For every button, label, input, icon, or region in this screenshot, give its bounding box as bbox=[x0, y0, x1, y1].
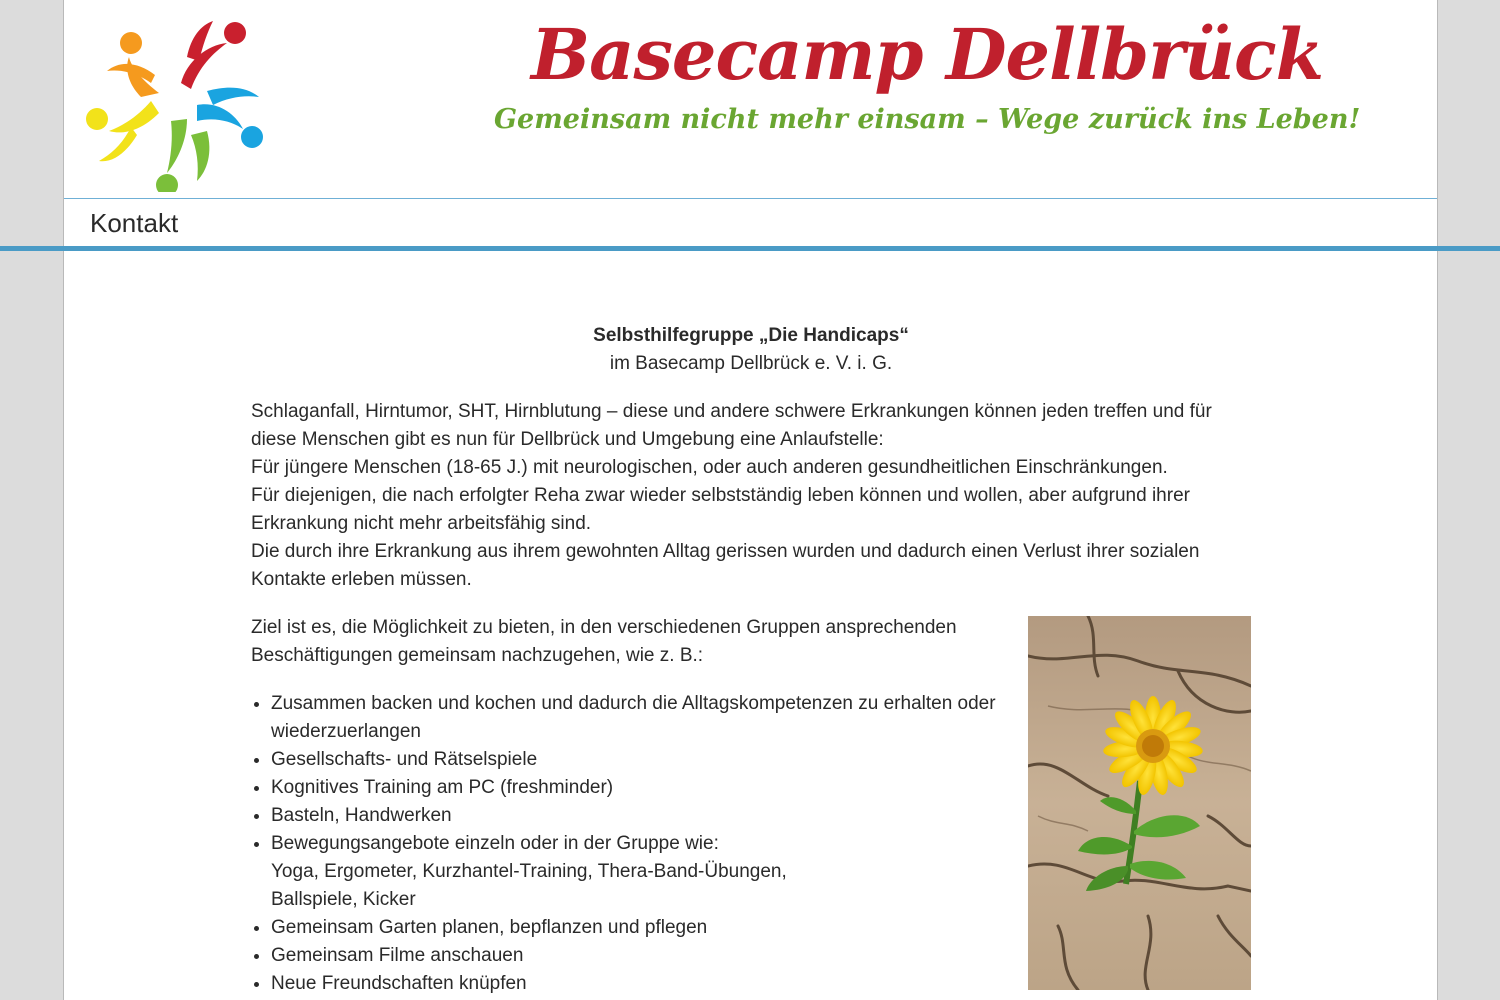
page-container bbox=[63, 0, 1438, 1000]
list-item bbox=[271, 942, 1001, 970]
list-item bbox=[271, 690, 1001, 746]
nav-bottom-divider bbox=[0, 246, 1500, 251]
people-circle-logo-icon[interactable] bbox=[84, 8, 274, 192]
site-title: Basecamp Dellbrück bbox=[531, 13, 1324, 96]
list-item bbox=[271, 914, 1001, 942]
list-item-text: Neue Freundschaften knüpfen bbox=[271, 973, 527, 994]
list-item-text: Yoga, Ergometer, Kurzhantel-Training, Thera-Band-Übungen, bbox=[271, 861, 787, 882]
intro-line: Für jüngere Menschen (18-65 J.) mit neurologischen, oder auch anderen gesundheitlichen Einschränkungen. bbox=[251, 457, 1168, 478]
group-subtitle: im Basecamp Dellbrück e. V. i. G. bbox=[609, 353, 893, 374]
list-item-text: Gemeinsam Filme anschauen bbox=[271, 945, 524, 966]
list-item bbox=[271, 774, 1001, 802]
intro-line: Die durch ihre Erkrankung aus ihrem gewohnten Alltag gerissen wurden und dadurch einen Verlust ihrer sozialen Kontakte erleben müssen. bbox=[251, 541, 1200, 590]
list-item bbox=[271, 746, 1001, 774]
list-item-text: Ballspiele, Kicker bbox=[271, 889, 416, 910]
list-item-text: Gemeinsam Garten planen, bepflanzen und pflegen bbox=[271, 917, 708, 938]
list-item-text: Zusammen backen und kochen und dadurch die Alltagskompetenzen zu erhalten oder wiederzuerlangen bbox=[271, 693, 996, 742]
list-item bbox=[271, 802, 1001, 830]
list-item-text: Basteln, Handwerken bbox=[271, 805, 452, 826]
group-title: Selbsthilfegruppe „Die Handicaps“ bbox=[593, 325, 909, 346]
intro-line: Für diejenigen, die nach erfolgter Reha zwar wieder selbstständig leben können und wollen, aber aufgrund ihrer Erkrankung nicht mehr arbeitsfähig sind. bbox=[251, 485, 1190, 534]
intro-line: Schlaganfall, Hirntumor, SHT, Hirnblutung – diese und andere schwere Erkrankungen können jeden treffen und für diese Menschen gibt es nun für Dellbrück und Umgebung eine Anlaufstelle: bbox=[251, 401, 1212, 450]
list-item-text: Gesellschafts- und Rätselspiele bbox=[271, 749, 538, 770]
intro-paragraph bbox=[251, 398, 1251, 594]
list-item-text: Kognitives Training am PC (freshminder) bbox=[271, 777, 614, 798]
nav-top-divider bbox=[64, 198, 1437, 199]
list-item bbox=[271, 830, 1001, 914]
site-tagline: Gemeinsam nicht mehr einsam – Wege zurück ins Leben! bbox=[494, 104, 1361, 135]
flower-in-dry-earth-photo bbox=[1028, 616, 1251, 990]
list-item-text: Bewegungsangebote einzeln oder in der Gruppe wie: bbox=[271, 833, 719, 854]
goal-section bbox=[251, 614, 1251, 998]
main-content bbox=[251, 322, 1251, 998]
goal-paragraph: Ziel ist es, die Möglichkeit zu bieten, in den verschiedenen Gruppen ansprechenden Beschäftigungen gemeinsam nachzugehen, wie z. B.: bbox=[251, 617, 957, 666]
list-item bbox=[271, 970, 1001, 998]
nav-item-kontakt[interactable]: Kontakt bbox=[90, 208, 179, 238]
activities-list bbox=[251, 690, 1001, 998]
